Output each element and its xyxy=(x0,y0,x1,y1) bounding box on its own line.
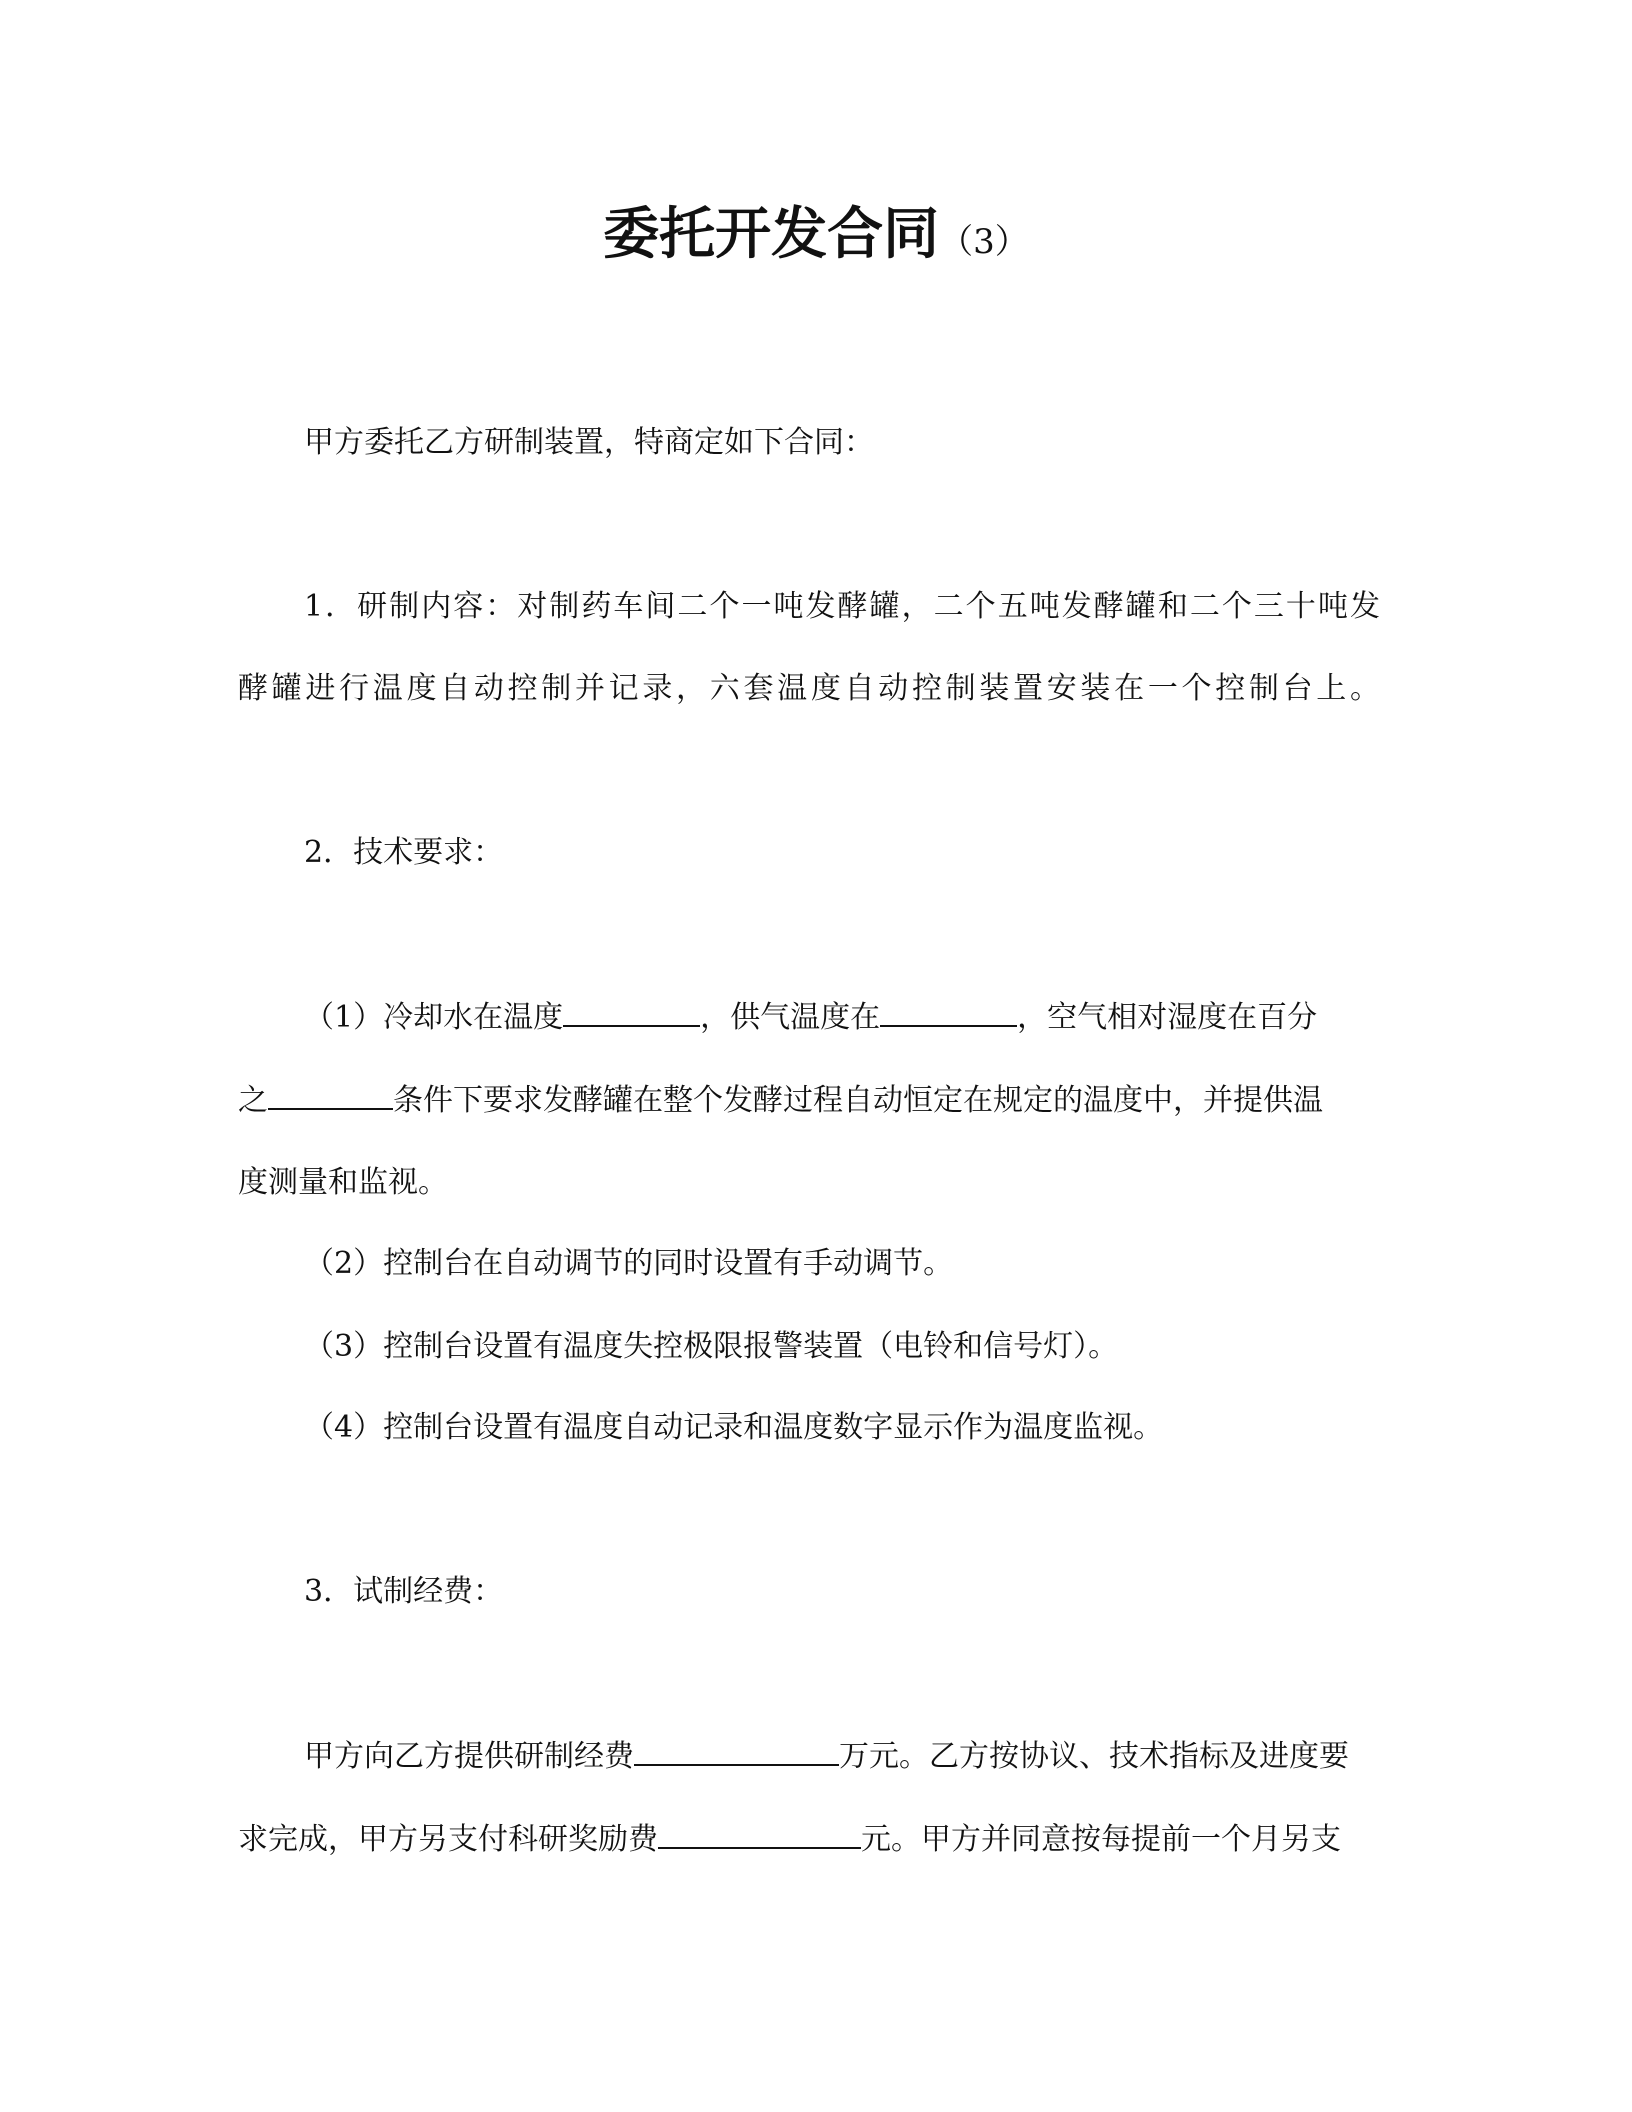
section-3-heading: 3．试制经费： xyxy=(304,1574,504,1609)
requirement-1-line-1 xyxy=(238,995,1380,1039)
text: 条件下要求发酵罐在整个发酵过程自动恒定在规定的温度中，并提供温 xyxy=(393,1083,1323,1118)
requirement-1-line-3: 度测量和监视。 xyxy=(238,1165,448,1200)
funding-line-2 xyxy=(238,1817,1380,1861)
text: （1）冷却水在温度 xyxy=(304,1000,564,1035)
text: 求完成，甲方另支付科研奖励费 xyxy=(238,1822,658,1857)
requirement-1-line-2 xyxy=(238,1078,1380,1122)
funding-line-1 xyxy=(238,1734,1380,1778)
text: 万元。乙方按协议、技术指标及进度要 xyxy=(839,1739,1349,1774)
requirement-4: （4）控制台设置有温度自动记录和温度数字显示作为温度监视。 xyxy=(304,1410,1164,1445)
humidity-blank[interactable] xyxy=(268,1078,393,1110)
section-1-line-2: 酵罐进行温度自动控制并记录，六套温度自动控制装置安装在一个控制台上。 xyxy=(238,671,1380,706)
funding-amount-blank[interactable] xyxy=(634,1734,839,1766)
intro-paragraph: 甲方委托乙方研制装置，特商定如下合同： xyxy=(304,425,874,460)
document-title xyxy=(0,190,1632,270)
text: 之 xyxy=(238,1083,268,1118)
text: 甲方向乙方提供研制经费 xyxy=(304,1739,634,1774)
section-2-heading: 2．技术要求： xyxy=(304,835,504,870)
section-1-line-1: 1．研制内容：对制药车间二个一吨发酵罐，二个五吨发酵罐和二个三十吨发 xyxy=(304,589,1380,624)
reward-amount-blank[interactable] xyxy=(658,1817,861,1849)
text: 元。甲方并同意按每提前一个月另支 xyxy=(861,1822,1341,1857)
requirement-2: （2）控制台在自动调节的同时设置有手动调节。 xyxy=(304,1246,954,1281)
text: ，空气相对湿度在百分 xyxy=(1017,1000,1318,1035)
title-suffix: （3） xyxy=(939,222,1029,262)
air-supply-temp-blank[interactable] xyxy=(880,995,1017,1027)
text: ，供气温度在 xyxy=(700,1000,881,1035)
requirement-3: （3）控制台设置有温度失控极限报警装置（电铃和信号灯）。 xyxy=(304,1329,1119,1364)
cooling-water-temp-blank[interactable] xyxy=(563,995,700,1027)
title-main: 委托开发合同 xyxy=(603,202,940,267)
